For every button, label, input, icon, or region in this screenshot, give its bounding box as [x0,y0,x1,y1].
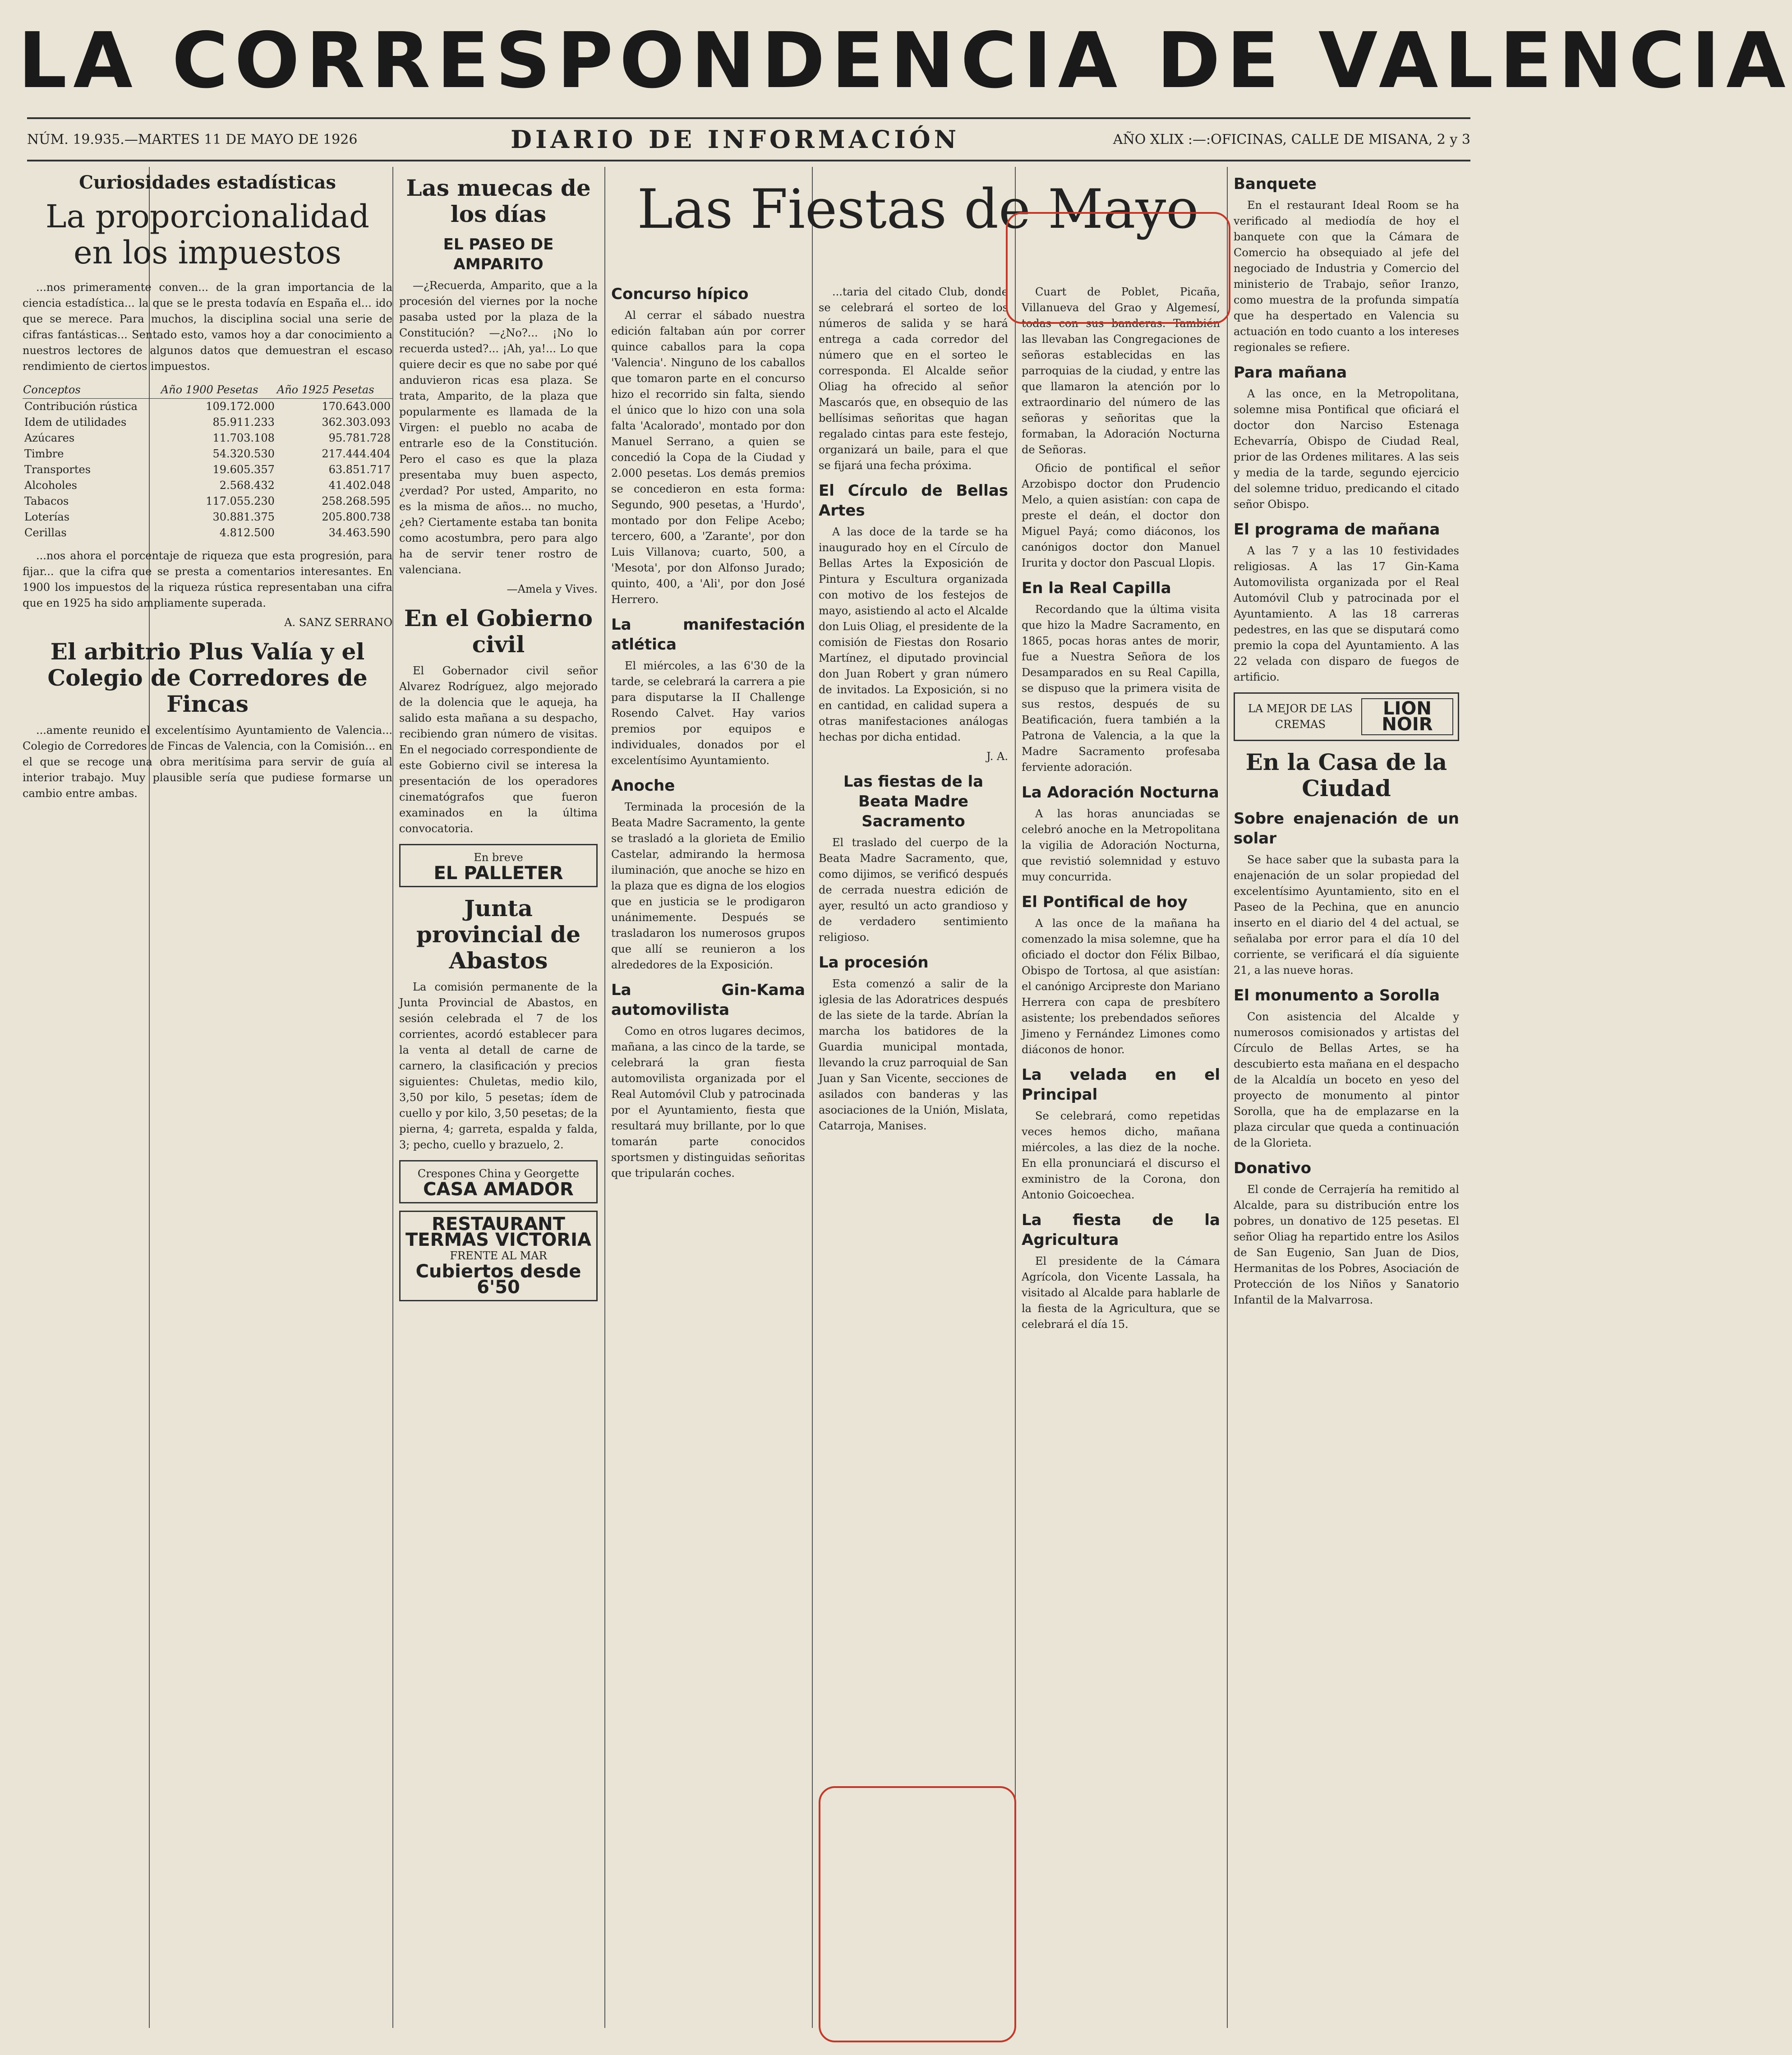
table-row [23,478,392,493]
article-body: Con asistencia del Alcalde y numerosos comisionados y artistas del Círculo de Bellas Artes, se ha descubierto esta mañana en el despacho de la Alcaldía un boceto en yeso del proyecto de monumento al pintor Sorolla, que ha de emplazarse en la plaza circular que queda a continuación de la Glorieta. [1234,1010,1459,1149]
column-1 [23,167,392,2028]
table-cell: Tabacos [24,495,69,507]
column-rule [1227,167,1228,2028]
article-headline: El arbitrio Plus Valía y el Colegio de Corredores de Fincas [47,638,368,717]
table-row [23,430,392,446]
ad-title: CASA AMADOR [423,1179,574,1200]
article-subheading: La procesión [819,954,929,972]
article-headline: Las muecas de los días [406,175,591,227]
article-subheading: La Gin-Kama automovilista [611,981,805,1019]
en-breve-box [399,844,598,887]
article-body: El traslado del cuerpo de la Beata Madre Sacramento, que, como dijimos, se verificó después de cerrada nuestra edición de ayer, resultó un acto grandioso y de verdadero sentimiento religioso. [819,836,1008,944]
article-subheading: Sobre enajenación de un solar [1234,810,1459,848]
article-subheading: Anoche [611,777,675,795]
table-cell: 4.812.500 [219,526,275,539]
article-body: ...amente reunido el excelentísimo Ayuntamiento de Valencia... Colegio de Corredores de Fincas de Valencia, con la Comisión... en el que se recoge una obra meritísima para servir de guía al interior trabajo. Muy plausible sería que pudiese formarse un cambio entre ambas. [23,724,392,800]
table-header: Conceptos [23,382,161,399]
article-subheading: El Pontifical de hoy [1022,893,1188,911]
article-subheading: Concurso hípico [611,285,749,303]
ad-line: Cubiertos desde 6'50 [415,1261,581,1298]
highlight-circle [1006,212,1230,324]
table-cell: 54.320.530 [212,447,275,460]
table-cell: 95.781.728 [328,432,391,444]
masthead-subtitle: DIARIO DE INFORMACIÓN [511,125,960,154]
address-line: AÑO XLIX :—:OFICINAS, CALLE DE MISANA, 2 y 3 [1113,131,1470,147]
article-subheading: En la Real Capilla [1022,579,1171,597]
article-body: —¿Recuerda, Amparito, que a la procesión del viernes por la noche pasaba usted por la plaza de la Constitución? —¿No?... ¡No lo recuerda usted?... ¡Ah, ya!... Lo que quiere decir es que no sabe por qué anduvieron ricas esa plaza. Se trata, Amparito, de la plaza que popularmente es llamada de la Virgen: el pueblo no acaba de entrarle eso de la Constitución. Pero el caso es que la plaza presentaba muy buen aspecto, ¿verdad? Por usted, Amparito, no es la misma de años... no mucho, ¿eh? Ciertamente estaba tan bonita como acostumbra, pero para algo ha de servir tener rostro de valenciana. [399,279,598,576]
article-body: ...nos ahora el porcentaje de riqueza que esta progresión, para fijar... que la cifra que se presta a comentarios interesantes. En 1900 los impuestos de la riqueza rústica representaban una cifra que en 1925 ha sido ampliamente superada. [23,549,392,609]
table-cell: Idem de utilidades [24,416,127,429]
table-row [23,493,392,509]
article-subheading: El monumento a Sorolla [1234,986,1440,1004]
table-cell: 170.643.000 [322,400,391,413]
article-subheading: Para mañana [1234,364,1347,382]
table-row [23,525,392,541]
column-rule [1015,167,1016,2028]
table-cell: Contribución rústica [24,400,138,413]
table-cell: Azúcares [24,432,75,444]
highlight-circle [819,1786,1016,2042]
article-subheading: Banquete [1234,175,1317,193]
article-body: El presidente de la Cámara Agrícola, don Vicente Lassala, ha visitado al Alcalde para hablarle de la fiesta de la Agricultura, que se celebrará el día 15. [1022,1255,1220,1331]
en-breve-label: En breve [474,851,523,864]
table-cell: 205.800.738 [322,511,391,523]
table-cell: 258.268.595 [322,495,391,507]
article-body: Recordando que la última visita que hizo la Madre Sacramento, en 1865, pocas horas antes de morir, fue a Nuestra Señora de los Desamparados en su Real Capilla, se dispuso que la primera visita de sus restos, después de su Beatificación, fuera también a la Patrona de Valencia, a la que la Madre Sacramento profesaba ferviente adoración. [1022,603,1220,774]
ad-line: FRENTE AL MAR [450,1249,547,1262]
article-body: Oficio de pontifical el señor Arzobispo doctor don Prudencio Melo, a quien asistían: con capa de preste el deán, el doctor don Miguel Payá; como diáconos, los canónigos doctor don Manuel Irurita y doctor don Pascual Llopis. [1022,462,1220,569]
table-row [23,462,392,478]
ad-title: RESTAURANT TERMAS VICTORIA [405,1214,592,1250]
table-header-row [23,382,392,399]
ad-title: LION NOIR [1361,698,1453,735]
article-body: Como en otros lugares decimos, mañana, a las cinco de la tarde, se celebrará la gran fiesta automovilista organizada por el Real Automóvil Club y patrocinada por el Ayuntamiento, fiesta que resultará muy brillante, por lo que tomarán parte conocidos sportsmen y distinguidas señoritas que tripularán coches. [611,1025,805,1180]
article-body: A las once, en la Metropolitana, solemne misa Pontifical que oficiará el doctor don Narciso Estenaga Echevarría, Obispo de Ciudad Real, prior de las Ordenes militares. A las seis y media de la tarde, segundo ejercicio del solemne triduo, predicando el citado señor Obispo. [1234,387,1459,511]
table-cell: 41.402.048 [328,479,391,492]
table-cell: 85.911.233 [212,416,275,429]
masthead-subbar [27,117,1470,161]
byline: —Amela y Vives. [507,583,598,595]
article-subheading: La Adoración Nocturna [1022,783,1219,802]
table-cell: 109.172.000 [206,400,275,413]
table-header: Año 1900 Pesetas [161,382,276,399]
table-header: Año 1925 Pesetas [276,382,392,399]
article-subheading: El programa de mañana [1234,521,1440,539]
article-body: Terminada la procesión de la Beata Madre Sacramento, la gente se trasladó a la glorieta de Emilio Castelar, admirando la hermosa iluminación, que anoche se hizo en la plaza que es digna de los elogios que en justicia se le prodigaron unánimemente. Después se trasladaron los numerosos grupos que allí se reunieron a los alrededores de la Exposición. [611,801,805,971]
table-cell: 34.463.590 [328,526,391,539]
table-cell: 2.568.432 [219,479,275,492]
table-cell: 11.703.108 [212,432,275,444]
byline: J. A. [986,750,1008,763]
table-cell: 30.881.375 [212,511,275,523]
table-cell: Loterías [24,511,70,523]
article-body: ...nos primeramente conven... de la gran importancia de la ciencia estadística... la que se le presta todavía en España el... ido que se merece. Para muchos, la disciplina social una serie de cifras fantásticas... Sentado esto, vamos hoy a dar conocimiento a nuestros lectores de algunos datos que demuestran el escaso rendimiento de ciertos impuestos. [23,281,392,373]
article-body: Cuart de Poblet, Picaña, Villanueva del Grao y Algemesí, todas con sus banderas. También las llevaban las Congregaciones de señoras establecidas en las parroquias de la ciudad, y entre las que llamaron la atención por lo extraordinario del número de las señoras y señoritas que la formaban, la Adoración Nocturna de Señoras. [1022,286,1220,456]
ad-line: Crespones China y Georgette [417,1167,580,1180]
table-row [23,415,392,430]
article-body: Esta comenzó a salir de la iglesia de las Adoratrices después de las siete de la tarde. Abrían la marcha los batidores de la Guardia municipal montada, llevando la cruz parroquial de San Juan y San Vicente, secciones de asilados con banderas y las asociaciones de la Unión, Mislata, Catarroja, Manises. [819,977,1008,1132]
table-cell: Transportes [24,463,91,476]
article-headline: Junta provincial de Abastos [416,895,581,974]
article-body: El miércoles, a las 6'30 de la tarde, se celebrará la carrera a pie para disputarse la II Challenge Rosendo Calvet. Hay varios premios por equipos e individuales, donados por el excelentísimo Ayuntamiento. [611,659,805,767]
article-body: Se hace saber que la subasta para la enajenación de un solar propiedad del excelentísimo Ayuntamiento, sito en el Paseo de la Pechina, que en anuncio inserto en el diario del 4 del actual, se señalaba por error para el día 10 del corriente, se verificará el día siguiente 21, a las nueve horas. [1234,853,1459,977]
masthead-title: LA CORRESPONDENCIA DE VALENCIA [18,16,1792,106]
statistics-table [23,382,392,541]
advertisement [399,1211,598,1301]
table-cell: Alcoholes [24,479,77,492]
advertisement [399,1160,598,1203]
article-headline: En el Gobierno civil [404,605,593,658]
article-body: Se celebrará, como repetidas veces hemos dicho, mañana miércoles, a las diez de la noche. En ella pronunciará el discurso el exministro de la Corona, don Antonio Goicoechea. [1022,1110,1220,1201]
article-headline: La proporcionalidad en los impuestos [46,198,369,271]
article-body: A las doce de la tarde se ha inaugurado hoy en el Círculo de Bellas Artes la Exposición de Pintura y Escultura organizada con motivo de los festejos de mayo, asistiendo al acto el Alcalde don Luis Oliag, el presidente de la comisión de Fiestas don Rosario Martínez, el diputado provincial don Juan Robert y gran número de invitados. La Exposición, si no en cantidad, en calidad supera a otras manifestaciones análogas hechas por dicha entidad. [819,525,1008,743]
palleter-title: EL PALLETER [433,863,563,884]
column-rule [392,167,393,2028]
article-subheading: La velada en el Principal [1022,1066,1220,1104]
table-cell: Timbre [24,447,64,460]
byline: A. SANZ SERRANO [284,616,392,629]
table-cell: 217.444.404 [322,447,391,460]
issue-line: NÚM. 19.935.—MARTES 11 DE MAYO DE 1926 [27,131,358,147]
table-cell: 362.303.093 [322,416,391,429]
article-body: En el restaurant Ideal Room se ha verificado al mediodía de hoy el banquete con que la Cámara de Comercio ha obsequiado al jefe del negociado de Industria y Comercio del ministerio de Trabajo, señor Iranzo, como muestra de la profunda simpatía que ha despertado en Valencia su actuación en todo cuanto a los intereses regionales se refiere. [1234,199,1459,354]
table-cell: Cerillas [24,526,67,539]
article-subheading: La fiesta de la Agricultura [1022,1211,1220,1249]
article-body: A las 7 y a las 10 festividades religiosas. A las 17 Gin-Kama Automovilista organizada por el Real Automóvil Club y patrocinada por el Ayuntamiento. A las 18 carreras pedestres, en las que se disputará como premio la copa del Ayuntamiento. A las 22 velada con disparo de fuegos de artificio. [1234,544,1459,683]
main-headline: Las Fiestas de Mayo [637,178,1199,241]
column-2 [399,167,598,2028]
article-body: La comisión permanente de la Junta Provincial de Abastos, en sesión celebrada el 7 de los corrientes, acordó establecer para la venta al detall de carne de carnero, la clasificación y precios siguientes: Chuletas, medio kilo, 3,50 por kilo, 5 pesetas; ídem de cuello y por kilo, 3,50 pesetas; de la pierna, 4; garreta, espalda y falda, 3; pecho, cuello y brazuelo, 2. [399,981,598,1151]
advertisement [1234,692,1459,741]
article-subheading: El Círculo de Bellas Artes [819,482,1008,520]
column-3 [611,167,805,2028]
table-row [23,446,392,462]
article-body: Al cerrar el sábado nuestra edición faltaban aún por correr quince caballos para la copa 'Valencia'. Ninguno de los caballos que tomaron parte en el concurso hizo el recorrido sin falta, siendo el único que lo hizo con una sola falta 'Acalorado', montado por don Manuel Serrano, a quien se concedió la Copa de la Ciudad y 2.000 pesetas. Los demás premios se concedieron en esta forma: Segundo, 900 pesetas, a 'Hurdo', montado por don Felipe Acebo; tercero, 600, a 'Zarante', por don Luis Villanova; cuarto, 500, a 'Mesota', por don Alfonso Jurado; quinto, 400, a 'Ali', por don José Herrero. [611,309,805,606]
column-rule [604,167,605,2028]
article-subheading: La manifestación atlética [611,616,805,654]
table-row [23,399,392,415]
section-heading: EL PASEO DE AMPARITO [443,235,554,273]
article-subheading: Donativo [1234,1159,1312,1177]
table-cell: 63.851.717 [328,463,391,476]
table-row [23,509,392,525]
section-heading: En la Casa de la Ciudad [1245,749,1447,802]
column-6 [1234,167,1459,2028]
table-cell: 19.605.357 [212,463,275,476]
ad-line: LA MEJOR DE LAS CREMAS [1248,702,1353,731]
article-body: A las horas anunciadas se celebró anoche en la Metropolitana la vigilia de Adoración Nocturna, que revistió solemnidad y estuvo muy concurrida. [1022,807,1220,883]
article-body: El conde de Cerrajería ha remitido al Alcalde, para su distribución entre los pobres, un donativo de 125 pesetas. El señor Oliag ha repartido entre los Asilos de San Eugenio, San Juan de Dios, Hermanitas de los Pobres, Asociación de Protección de los Niños y Sanatorio Infantil de la Malvarrosa. [1234,1183,1459,1306]
column-4 [819,167,1008,2028]
article-subheading: Las fiestas de la Beata Madre Sacramento [843,773,984,830]
article-body: El Gobernador civil señor Alvarez Rodríguez, algo mejorado de la dolencia que le aqueja, ha salido esta mañana a su despacho, recibiendo gran número de visitas. En el negociado correspondiente de este Gobierno civil se interesa la presentación de los operadores cinematógrafos que fueron examinados en la última convocatoria. [399,664,598,835]
table-cell: 117.055.230 [206,495,275,507]
column-5 [1022,167,1220,2028]
article-body: A las once de la mañana ha comenzado la misa solemne, que ha oficiado el doctor don Félix Bilbao, Obispo de Tortosa, al que asistían: el canónigo Arcipreste don Mariano Herrera con capa de presbítero asistente; los prebendados señores Jimeno y Fernández Limones como diáconos de honor. [1022,917,1220,1056]
article-body: ...taria del citado Club, donde se celebrará el sorteo de los números de salida y se hará entrega a cada corredor del número que en el sorteo le corresponda. El Alcalde señor Oliag ha ofrecido al señor Mascarós que, en obsequio de las bellísimas señoritas que hagan regalado cintas para este festejo, organizará un baile, para el que se fijará una fecha próxima. [819,286,1008,472]
article-kicker: Curiosidades estadísticas [79,172,336,193]
column-rule [812,167,813,2028]
